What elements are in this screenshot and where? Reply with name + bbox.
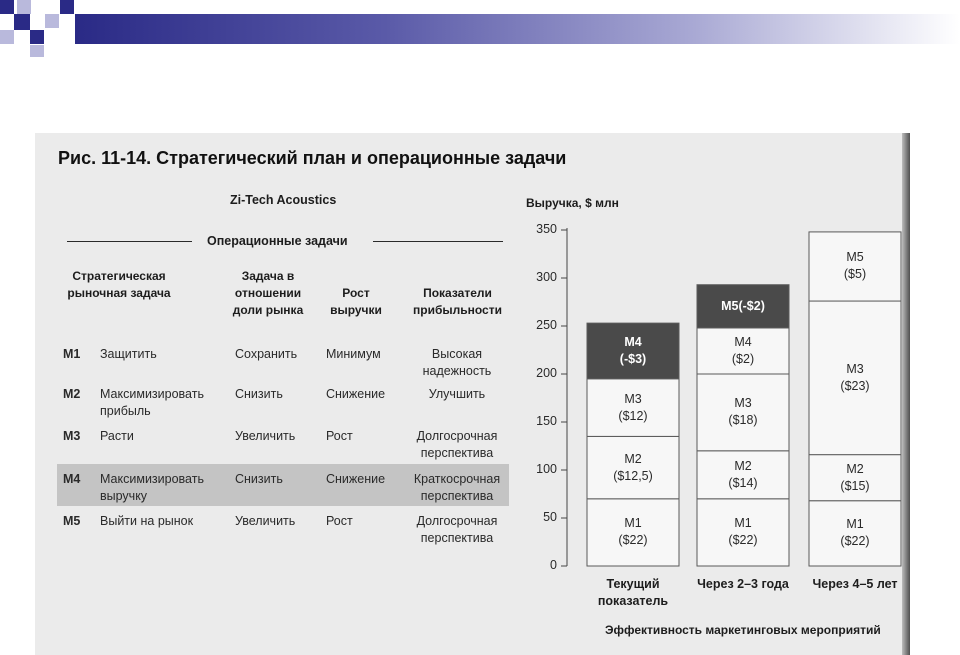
title-bar [75,14,960,44]
row-profit: Краткосрочная перспектива [413,472,501,503]
decor-square [30,30,44,44]
segment-label: M1 ($22) [728,516,758,548]
operations-header: Операционные задачи [207,234,348,248]
row-task: Максимизировать прибыль [100,387,204,418]
x-tick-label: Через 4–5 лет [812,577,898,591]
row-share: Увеличить [235,429,296,443]
segment-label: M2 ($14) [728,458,758,490]
y-tick-label: 50 [543,510,557,524]
decor-square [17,0,31,14]
segment-label: M1 ($22) [618,516,648,548]
row-code: M5 [63,514,81,528]
y-tick-label: 250 [536,318,557,332]
segment-label: M1 ($22) [840,517,870,549]
y-tick-label: 350 [536,222,557,236]
row-task: Выйти на рынок [100,514,194,528]
x-axis-title: Эффективность маркетинговых мероприятий [605,623,881,637]
segment-label: M4 ($2) [731,334,755,366]
row-task: Максимизировать выручку [100,472,204,503]
row-code: M1 [63,347,81,361]
segment-label: M4 (-$3) [619,334,647,366]
y-axis-title: Выручка, $ млн [526,196,619,210]
x-tick-label: Текущий показатель [597,577,669,608]
row-share: Снизить [235,387,283,401]
y-tick-label: 150 [536,414,557,428]
x-tick-label: Через 2–3 года [697,577,789,591]
row-share: Снизить [235,472,283,486]
row-profit: Улучшить [428,387,486,401]
row-task: Защитить [100,347,157,361]
col-header-profit: Показатели прибыльности [413,286,502,317]
decor-square [0,0,14,14]
row-share: Увеличить [235,514,296,528]
segment-label: M3 ($18) [728,396,758,428]
decor-square [45,14,59,28]
company-name: Zi-Tech Acoustics [230,193,337,207]
decor-square [30,45,44,57]
segment-label: M5 ($5) [843,250,867,282]
decor-square [60,0,74,14]
decor-square [14,14,30,30]
row-code: M4 [63,472,81,486]
decor-square [0,30,14,44]
row-task: Расти [100,429,134,443]
segment-label: M5(-$2) [721,298,765,313]
row-growth: Минимум [326,347,381,361]
row-growth: Рост [326,514,353,528]
y-tick-label: 100 [536,462,557,476]
col-header-growth: Рост выручки [330,286,382,317]
page-edge-shadow [902,133,910,655]
row-code: M2 [63,387,81,401]
row-growth: Снижение [326,387,386,401]
segment-label: M3 ($12) [618,391,648,423]
row-share: Сохранить [235,347,298,361]
row-growth: Рост [326,429,353,443]
y-tick-label: 0 [550,558,557,572]
row-profit: Долгосрочная перспектива [416,429,498,460]
segment-label: M2 ($12,5) [613,451,653,483]
segment-label: M3 ($23) [840,361,870,393]
figure-title: Рис. 11-14. Стратегический план и операционные задачи [58,148,567,168]
row-profit: Высокая надежность [422,347,492,378]
scanned-figure [35,133,910,655]
y-tick-label: 300 [536,270,557,284]
segment-label: M2 ($15) [840,461,870,493]
row-profit: Долгосрочная перспектива [416,514,498,545]
row-code: M3 [63,429,81,443]
y-tick-label: 200 [536,366,557,380]
col-header-strategic: Стратегическая рыночная задача [67,269,171,300]
col-header-share: Задача в отношении доли рынка [232,269,304,317]
row-growth: Снижение [326,472,386,486]
